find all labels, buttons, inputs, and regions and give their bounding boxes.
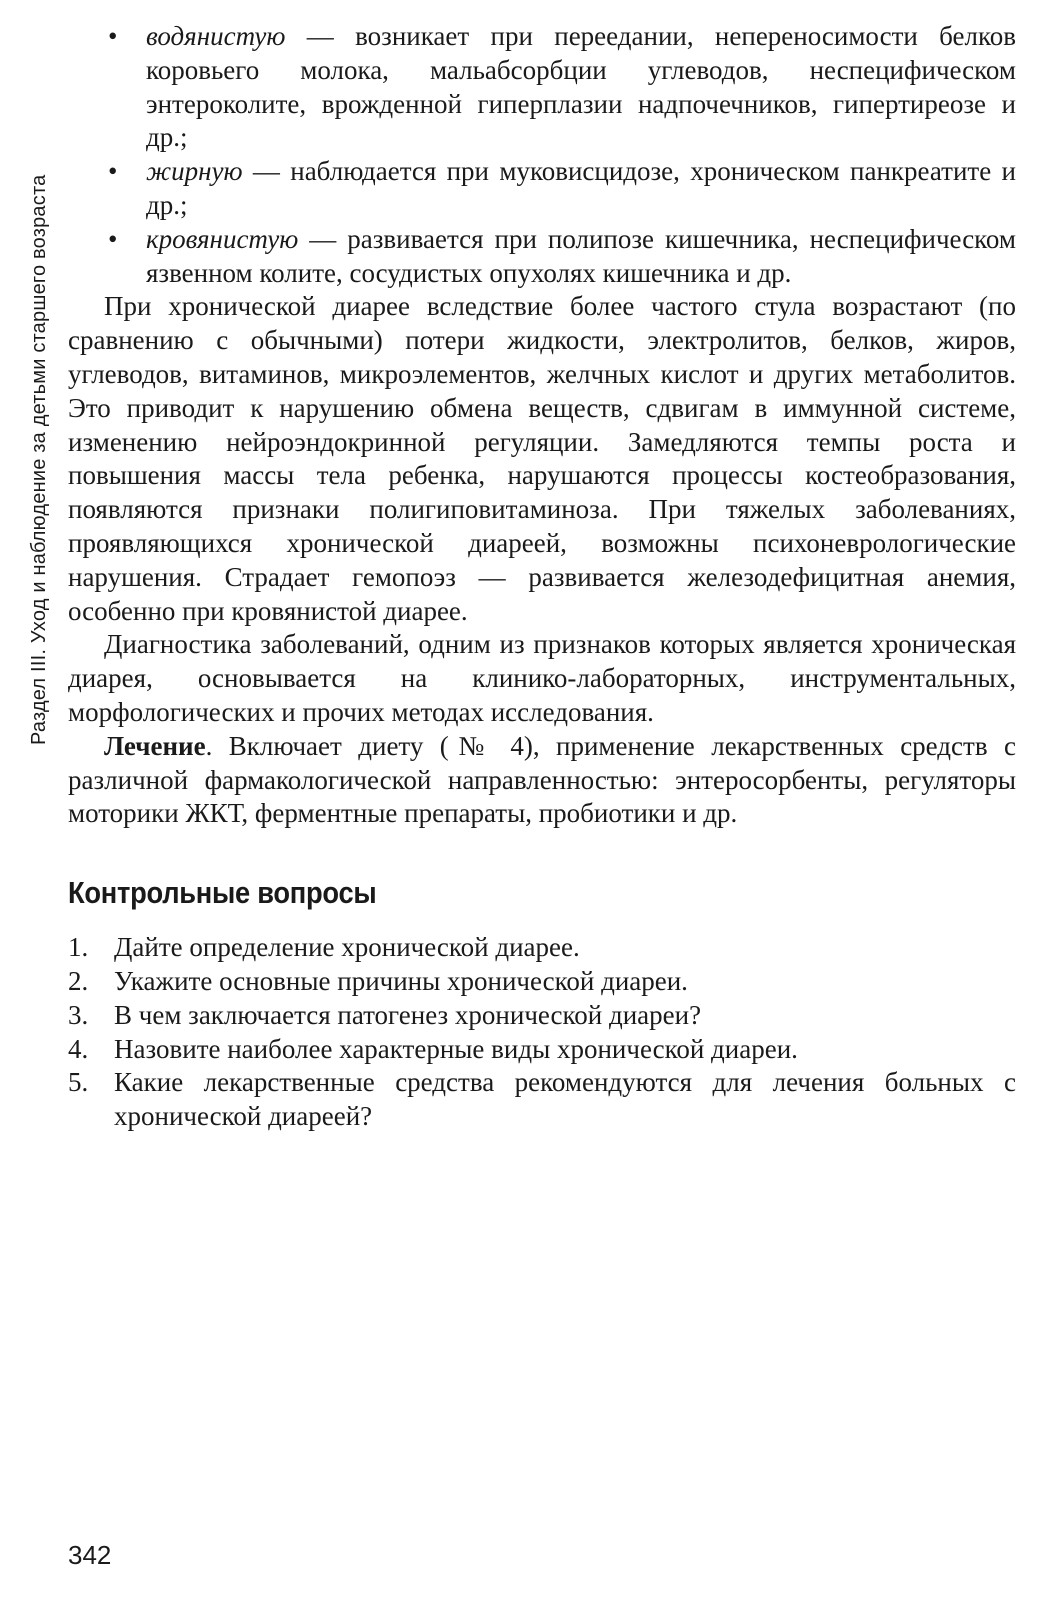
bullet-term: водянистую bbox=[146, 21, 286, 51]
question-number: 3. bbox=[68, 999, 89, 1030]
section-title: Контрольные вопросы bbox=[68, 875, 377, 911]
bullet-marker: • bbox=[108, 156, 118, 187]
question-text: В чем заключается патогенез хронической диареи? bbox=[114, 999, 702, 1030]
paragraph-consequences: При хронической диарее вследствие более частого стула возрастают (по сравнению с обычными) потери жидкости, электролитов, белков, жиров, углеводов, витаминов, микроэлементов, желчных кислот и других метаболитов. Это приводит к нарушению обмена веществ, сдвигам в иммунной системе, изменению нейроэндокринной регуляции. Замедляются темпы роста и повышения массы тела ребенка, нарушаются процессы костеобразования, появляются признаки полигиповитаминоза. При тяжелых заболеваниях, проявляющихся хронической диареей, возможны психоневрологические нарушения. Страдает гемопоэз — развивается железодефицитная анемия, особенно при кровянистой диарее. bbox=[68, 291, 1016, 626]
bullet-text: — развивается при полипозе кишечника, неспецифическом язвенном колите, сосудистых опухолях кишечника и др. bbox=[146, 223, 1016, 288]
list-item bbox=[68, 1066, 1016, 1134]
question-number: 1. bbox=[68, 932, 89, 963]
list-item bbox=[68, 931, 1016, 965]
running-header: Раздел III. Уход и наблюдение за детьми старшего возраста bbox=[28, 174, 50, 745]
paragraph-treatment bbox=[68, 730, 1016, 831]
question-number: 2. bbox=[68, 965, 89, 996]
list-item bbox=[68, 999, 1016, 1033]
diarrhea-types-list bbox=[68, 20, 1016, 290]
question-number: 4. bbox=[68, 1033, 89, 1064]
question-text: Дайте определение хронической диарее. bbox=[114, 932, 580, 963]
list-item bbox=[68, 223, 1016, 291]
treatment-text: . Включает диету (№ 4), применение лекарственных средств с различной фармакологической направленностью: энтеросорбенты, регуляторы моторики ЖКТ, ферментные препараты, пробиотики и др. bbox=[68, 730, 1016, 829]
question-text: Какие лекарственные средства рекомендуются для лечения больных с хронической диареей? bbox=[114, 1067, 1016, 1132]
question-text: Укажите основные причины хронической диареи. bbox=[114, 965, 688, 996]
bullet-text: — наблюдается при муковисцидозе, хроническом панкреатите и др.; bbox=[146, 156, 1016, 220]
questions-list bbox=[68, 931, 1016, 1134]
question-text: Назовите наиболее характерные виды хронической диареи. bbox=[114, 1033, 798, 1064]
paragraph-diagnostics: Диагностика заболеваний, одним из признаков которых является хроническая диарея, основывается на клинико-лабораторных, инструментальных, морфологических и прочих методах исследования. bbox=[68, 629, 1016, 727]
page-number: 342 bbox=[68, 1540, 112, 1570]
list-item bbox=[68, 155, 1016, 223]
bullet-text: — возникает при переедании, непереносимости белков коровьего молока, мальабсорбции углеводов, неспецифическом энтероколите, врожденной гиперплазии надпочечников, гипертиреозе и др.; bbox=[146, 21, 1016, 153]
list-item bbox=[68, 1033, 1016, 1067]
bullet-marker: • bbox=[108, 223, 118, 254]
bullet-marker: • bbox=[108, 21, 118, 51]
page-content bbox=[68, 20, 1016, 1134]
question-number: 5. bbox=[68, 1067, 89, 1098]
treatment-lead: Лечение bbox=[104, 730, 206, 761]
bullet-term: кровянистую bbox=[146, 223, 299, 254]
bullet-term: жирную bbox=[146, 156, 243, 187]
list-item bbox=[68, 20, 1016, 155]
list-item bbox=[68, 965, 1016, 999]
